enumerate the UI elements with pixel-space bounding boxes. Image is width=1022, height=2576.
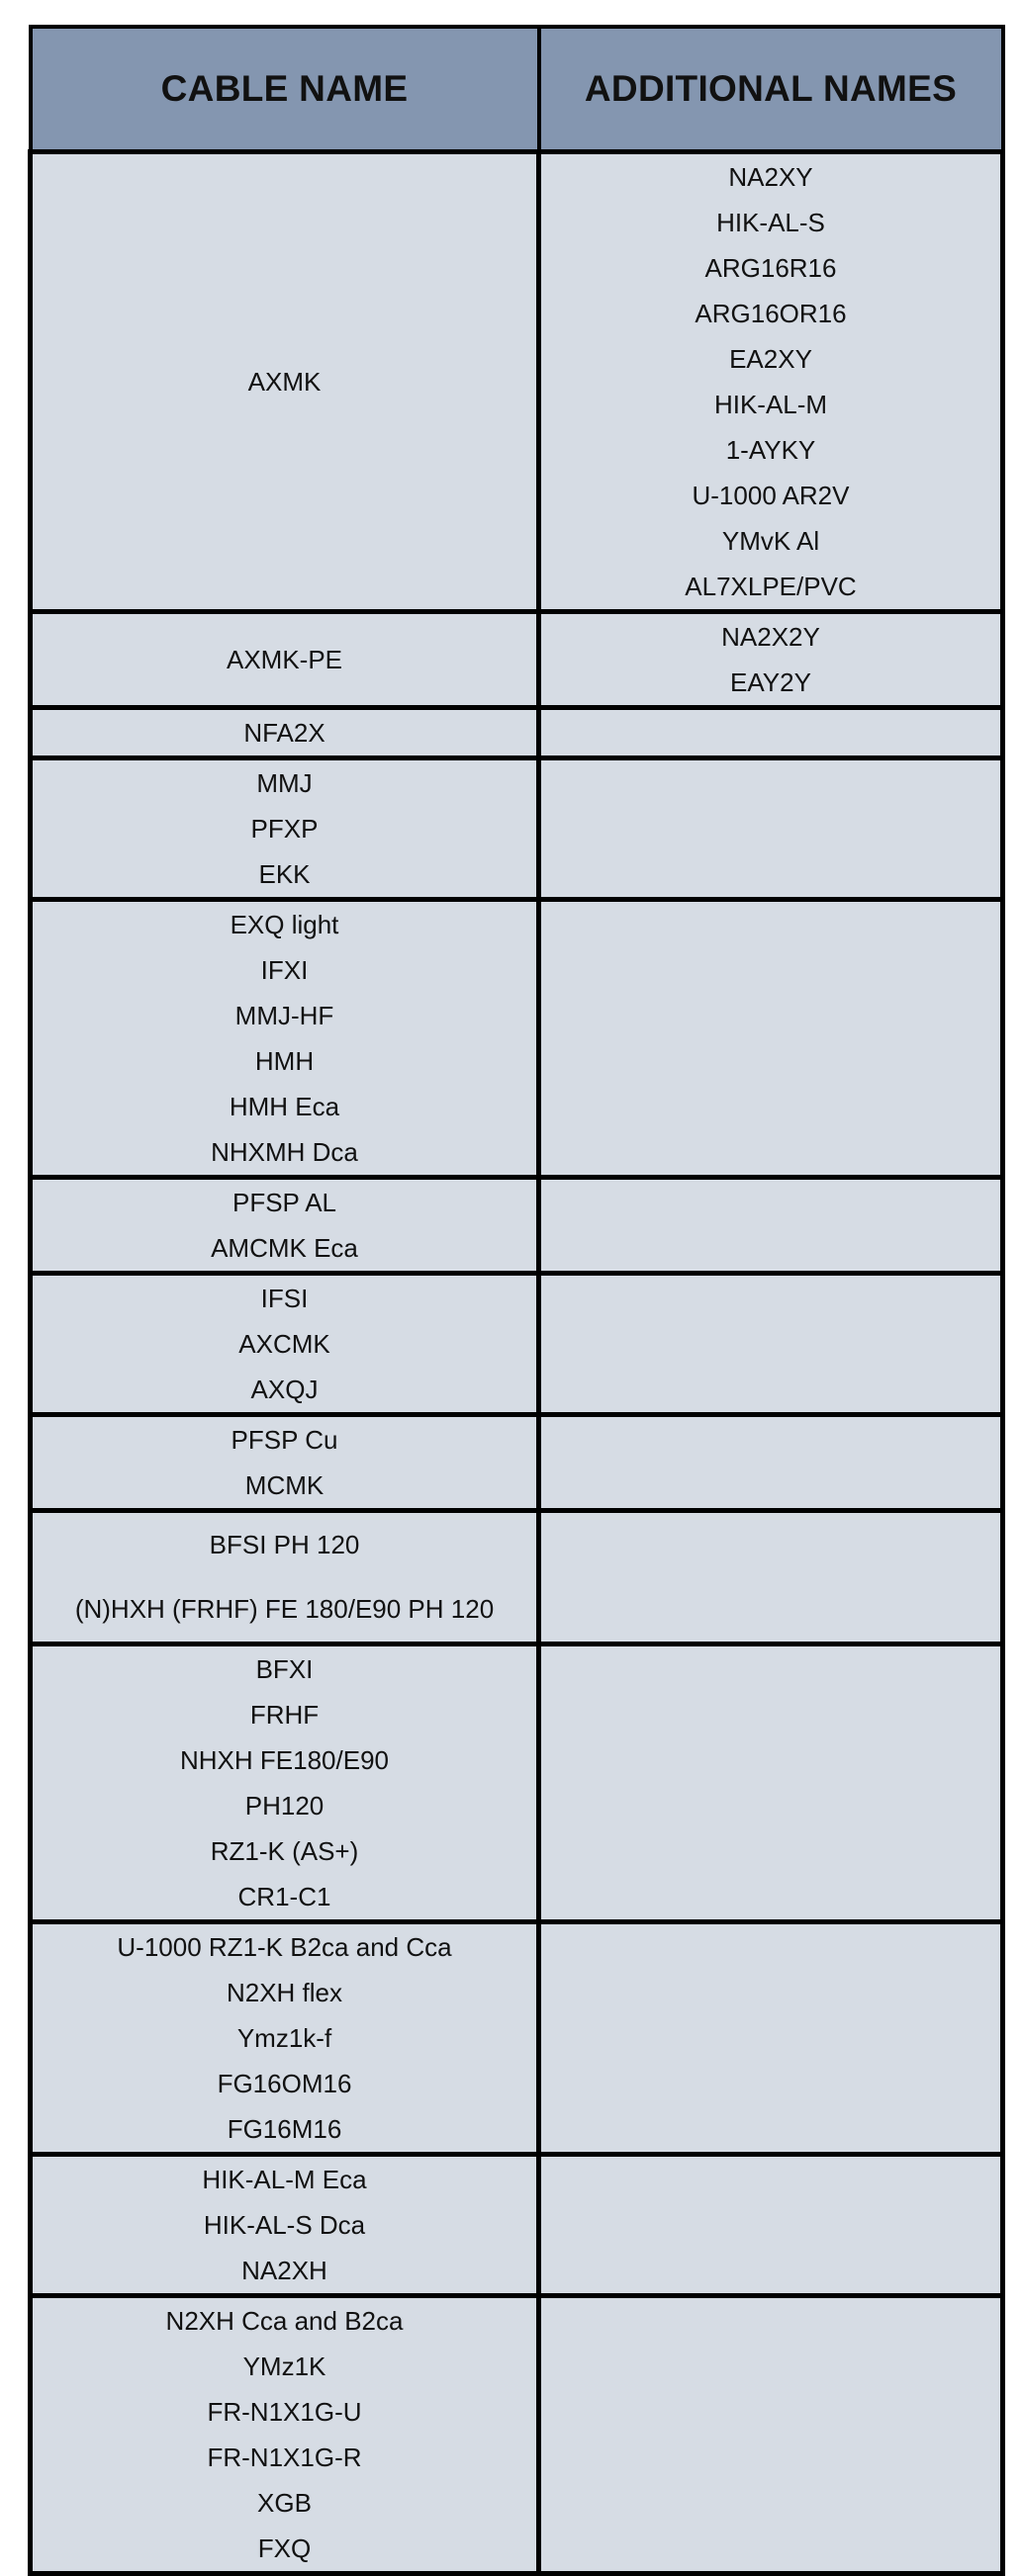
table-row (31, 1178, 1003, 1274)
cable-name-cell (31, 1511, 539, 1644)
cable-name: CR1-C1 (237, 1882, 331, 1911)
additional-names-cell (539, 612, 1003, 708)
table-row (31, 758, 1003, 900)
table-row (31, 1922, 1003, 2155)
cable-name-cell (31, 1644, 539, 1922)
additional-name: NA2XY (728, 162, 813, 192)
table-row (31, 612, 1003, 708)
cable-name: FR-N1X1G-R (207, 2443, 362, 2472)
cable-name: MMJ (256, 768, 313, 798)
cable-name-cell (31, 1274, 539, 1415)
cable-name: MCMK (244, 1470, 325, 1500)
table-row (31, 2155, 1003, 2296)
cable-name-cell (31, 612, 539, 708)
additional-name: NA2X2Y (721, 622, 820, 652)
cable-name: FRHF (249, 1700, 320, 1730)
cable-name: Ymz1k-f (236, 2023, 332, 2053)
additional-names-cell (539, 1922, 1003, 2155)
cable-name: AXMK (247, 367, 322, 397)
cable-name-cell (31, 2155, 539, 2296)
cable-name: FG16M16 (227, 2114, 342, 2144)
cable-name: IFXI (260, 955, 309, 985)
table-header-row (31, 27, 1003, 152)
additional-names-cell (539, 900, 1003, 1178)
cable-name: U-1000 RZ1-K B2ca and Cca (117, 1932, 452, 1962)
additional-name: YMvK Al (721, 526, 820, 556)
table-row (31, 1644, 1003, 1922)
header-additional-names: ADDITIONAL NAMES (539, 27, 1003, 152)
cable-name: RZ1-K (AS+) (210, 1836, 359, 1866)
cable-name: PFXP (250, 814, 319, 844)
additional-names-cell (539, 1415, 1003, 1511)
additional-names-cell (539, 708, 1003, 758)
cable-name: BFSI PH 120 (209, 1530, 360, 1559)
cable-name-cell (31, 2296, 539, 2574)
cable-name: MMJ-HF (234, 1001, 334, 1030)
cable-name: N2XH Cca and B2ca (165, 2306, 404, 2336)
cable-name: EXQ light (230, 910, 339, 939)
cable-name: (N)HXH (FRHF) FE 180/E90 PH 120 (74, 1594, 495, 1624)
cable-name-cell (31, 758, 539, 900)
additional-name: U-1000 AR2V (692, 481, 850, 510)
additional-names-cell (539, 1511, 1003, 1644)
cable-name: EKK (258, 859, 311, 889)
cable-name: PFSP AL (232, 1188, 337, 1217)
cable-name: PFSP Cu (231, 1425, 338, 1455)
cable-name: NHXH FE180/E90 (180, 1745, 389, 1775)
cable-name-cell (31, 1415, 539, 1511)
cable-name: PH120 (244, 1791, 325, 1821)
cable-name: FR-N1X1G-U (207, 2397, 362, 2427)
additional-name: AL7XLPE/PVC (685, 572, 857, 601)
additional-name: HIK-AL-M (713, 390, 828, 419)
cable-name-cell (31, 1178, 539, 1274)
additional-names-cell (539, 2296, 1003, 2574)
cable-name: NFA2X (243, 718, 325, 748)
additional-names-cell (539, 1178, 1003, 1274)
additional-names-cell (539, 1274, 1003, 1415)
cable-name: HMH Eca (229, 1092, 340, 1121)
additional-name: 1-AYKY (725, 435, 816, 465)
cable-name: AXMK-PE (226, 645, 343, 674)
cable-name: YMz1K (242, 2352, 326, 2381)
cable-names-table (28, 25, 1005, 2576)
table-row (31, 708, 1003, 758)
cable-name: NA2XH (241, 2256, 327, 2285)
cable-name: AXCMK (238, 1329, 330, 1359)
table-row (31, 1415, 1003, 1511)
additional-name: EAY2Y (730, 667, 811, 697)
additional-names-cell (539, 2155, 1003, 2296)
additional-name: ARG16R16 (704, 253, 837, 283)
cable-name: XGB (257, 2488, 312, 2518)
cable-name: HIK-AL-S Dca (203, 2210, 366, 2240)
cable-name-cell (31, 708, 539, 758)
table-row (31, 2296, 1003, 2574)
cable-name: HMH (254, 1046, 315, 1076)
table-row (31, 1274, 1003, 1415)
cable-name: FG16OM16 (217, 2069, 352, 2098)
table-row (31, 900, 1003, 1178)
cable-name-cell (31, 1922, 539, 2155)
cable-name: NHXMH Dca (211, 1137, 358, 1167)
cable-name: N2XH flex (226, 1978, 343, 2007)
header-cable-name: CABLE NAME (31, 27, 539, 152)
additional-name: HIK-AL-S (716, 208, 825, 237)
additional-names-cell (539, 758, 1003, 900)
cable-name-cell (31, 152, 539, 612)
cable-name: IFSI (260, 1284, 309, 1313)
cable-name: BFXI (255, 1654, 314, 1684)
cable-name: AXQJ (250, 1375, 319, 1404)
additional-names-cell (539, 152, 1003, 612)
cable-name: FXQ (257, 2533, 312, 2563)
cable-name: HIK-AL-M Eca (202, 2165, 367, 2194)
additional-names-cell (539, 1644, 1003, 1922)
additional-name: EA2XY (729, 344, 812, 374)
additional-name: ARG16OR16 (695, 299, 847, 328)
table-row (31, 152, 1003, 612)
table-row (31, 1511, 1003, 1644)
cable-name-cell (31, 900, 539, 1178)
cable-name: AMCMK Eca (211, 1233, 358, 1263)
